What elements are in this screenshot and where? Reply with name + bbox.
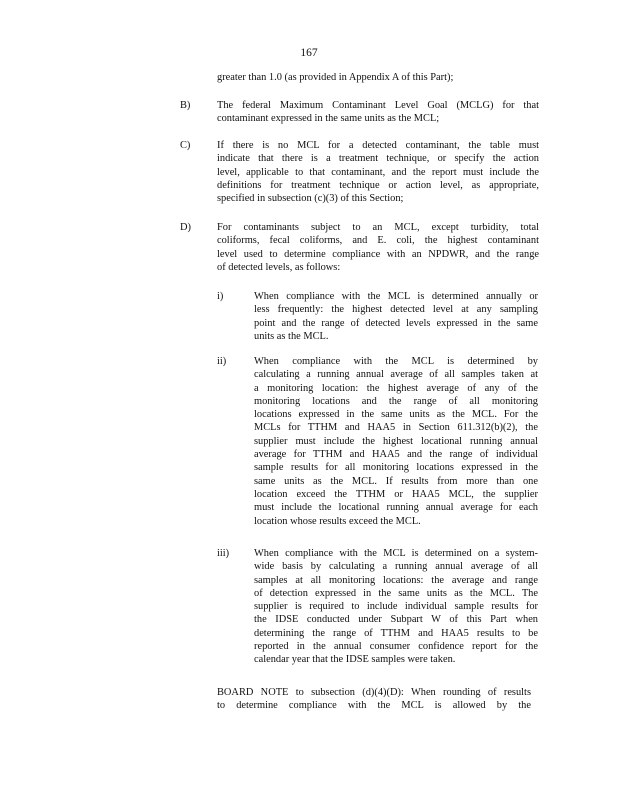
text-line: must include the locational running annual average for each bbox=[254, 502, 538, 514]
page-number: 167 bbox=[300, 47, 318, 59]
text-line: If there is no MCL for a detected contaminant, the table must bbox=[217, 140, 539, 151]
text-line: level used to determine compliance with an NPDWR, and the range bbox=[217, 248, 539, 260]
text-line: reported in the annual consumer confidence report for the bbox=[254, 641, 538, 653]
text-line: indicate that there is a treatment technique, or specify the action bbox=[217, 153, 539, 165]
text-line: sample results for all monitoring locations expressed in the bbox=[254, 462, 538, 474]
text-line: wide basis by calculating a running annual average of all bbox=[254, 561, 538, 573]
text-line: When compliance with the MCL is determined on a system- bbox=[254, 548, 538, 559]
text-line: location whose results exceed the MCL. bbox=[254, 515, 421, 527]
text-line: a monitoring location: the highest average of any of the bbox=[254, 382, 538, 394]
text-line: to determine compliance with the MCL is allowed by the bbox=[217, 700, 531, 712]
text-line: the IDSE conducted under Subpart W of this Part when bbox=[254, 614, 538, 626]
text-line: point and the range of detected levels expressed in the same bbox=[254, 317, 538, 329]
item-label: D) bbox=[180, 222, 191, 233]
text-line: determining the range of TTHM and HAA5 results to be bbox=[254, 627, 538, 639]
item-label: B) bbox=[180, 100, 191, 111]
text-line: MCLs for TTHM and HAA5 in Section 611.312(b)(2), the bbox=[254, 422, 538, 434]
item-label: C) bbox=[180, 140, 191, 151]
text-line: definitions for treatment technique or action level, as appropriate, bbox=[217, 179, 539, 191]
text-line: of detection expressed in the same units as the MCL. The bbox=[254, 587, 538, 599]
sub-item-label: i) bbox=[217, 291, 224, 302]
sub-item-label: ii) bbox=[217, 356, 227, 367]
text-line: same units as the MCL. If results from more than one bbox=[254, 475, 538, 487]
text-line: less frequently: the highest detected level at any sampling bbox=[254, 304, 538, 316]
text-line: average for TTHM and HAA5 and the range of individual bbox=[254, 449, 538, 461]
text-line: monitoring locations and the range of all monitoring bbox=[254, 395, 538, 407]
text-line: When compliance with the MCL is determined annually or bbox=[254, 291, 538, 302]
text-line: specified in subsection (c)(3) of this Section; bbox=[217, 193, 404, 205]
text-line: location exceed the TTHM or HAA5 MCL, the supplier bbox=[254, 488, 538, 500]
text-line: calendar year that the IDSE samples were taken. bbox=[254, 654, 456, 666]
text-line: The federal Maximum Contaminant Level Goal (MCLG) for that bbox=[217, 100, 539, 111]
text-line: of detected levels, as follows: bbox=[217, 261, 341, 273]
text-line: greater than 1.0 (as provided in Appendix A of this Part); bbox=[217, 72, 454, 83]
text-line: samples at all monitoring locations: the average and range bbox=[254, 574, 538, 586]
text-line: For contaminants subject to an MCL, except turbidity, total bbox=[217, 222, 539, 233]
sub-item-label: iii) bbox=[217, 548, 230, 559]
text-line: supplier is required to include individual sample results for bbox=[254, 601, 538, 613]
text-line: When compliance with the MCL is determined by bbox=[254, 356, 538, 367]
text-line: level, applicable to that contaminant, and the report must include the bbox=[217, 166, 539, 178]
text-line: supplier must include the highest locational running annual bbox=[254, 435, 538, 447]
text-line: coliforms, fecal coliforms, and E. coli, the highest contaminant bbox=[217, 235, 539, 247]
text-line: contaminant expressed in the same units as the MCL; bbox=[217, 113, 440, 125]
text-line: locations expressed in the same units as the MCL. For the bbox=[254, 409, 538, 421]
text-line: units as the MCL. bbox=[254, 330, 329, 342]
text-line: BOARD NOTE to subsection (d)(4)(D): When rounding of results bbox=[217, 687, 531, 698]
text-line: calculating a running annual average of all samples taken at bbox=[254, 369, 538, 381]
